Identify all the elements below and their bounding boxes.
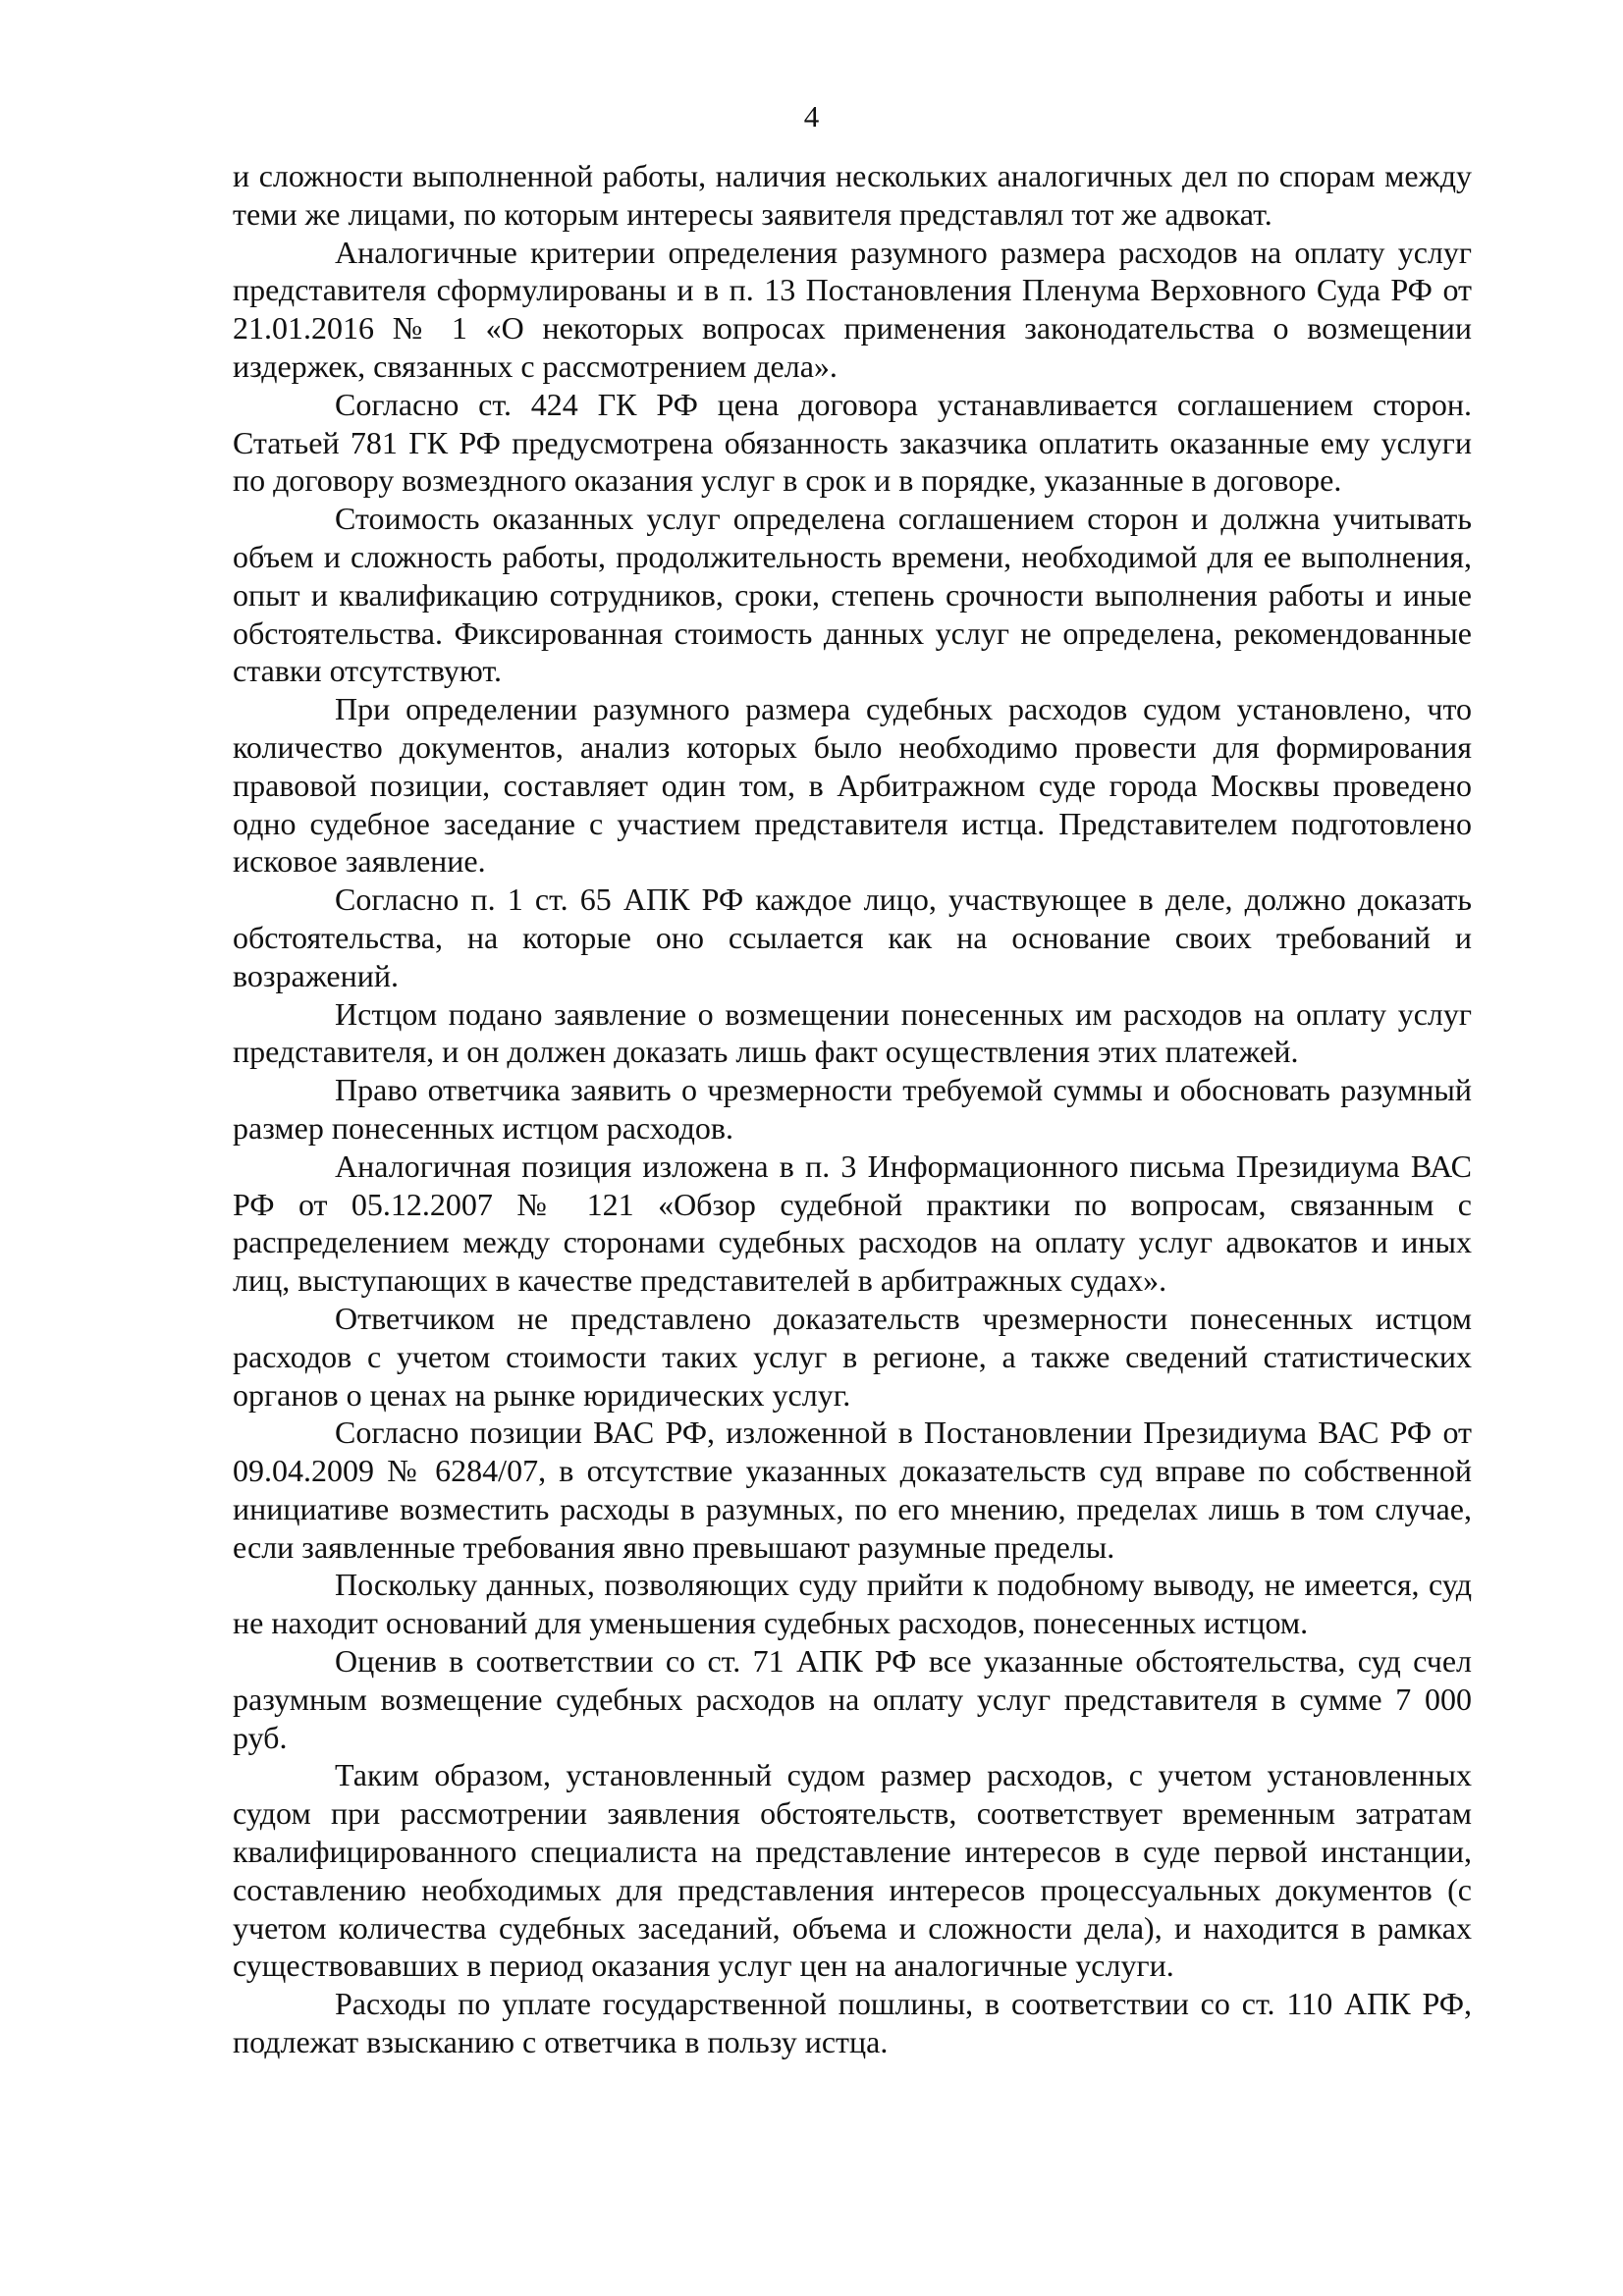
paragraph-claimant-application: Истцом подано заявление о возмещении понесенных им расходов на оплату услуг представителя, и он должен доказать лишь факт осуществления этих платежей. <box>233 995 1472 1070</box>
paragraph-reasonable-amount: Оценив в соответствии со ст. 71 АПК РФ все указанные обстоятельства, суд счел разумным возмещение судебных расходов на оплату услуг представителя в сумме 7 000 руб. <box>233 1643 1472 1755</box>
paragraph-information-letter: Аналогичная позиция изложена в п. 3 Информационного письма Президиума ВАС РФ от 05.12.2007 № 121 «Обзор судебной практики по вопросам, связанным с распределением между сторонами судебных расходов на оплату услуг адвокатов и иных лиц, выступающих в качестве представителей в арбитражных судах». <box>233 1148 1472 1299</box>
paragraph-court-findings: При определении разумного размера судебных расходов судом установлено, что количество документов, анализ которых было необходимо провести для формирования правовой позиции, составляет один том, в Арбитражном суде города Москвы проведено одно судебное заседание с участием представителя истца. Представителем подготовлено исковое заявление. <box>233 691 1472 880</box>
paragraph-state-duty: Расходы по уплате государственной пошлины, в соответствии со ст. 110 АПК РФ, подлежат взысканию с ответчика в пользу истца. <box>233 1986 1472 2060</box>
paragraph-conclusion: Таким образом, установленный судом размер расходов, с учетом установленных судом при рассмотрении заявления обстоятельств, соответствует временным затратам квалифицированного специалиста на представление интересов в суде первой инстанции, составлению необходимых для представления интересов процессуальных документов (с учетом количества судебных заседаний, объема и сложности дела), и находится в рамках существовавших в период оказания услуг цен на аналогичные услуги. <box>233 1757 1472 1984</box>
document-body <box>233 157 1472 2061</box>
paragraph-criteria: Аналогичные критерии определения разумного размера расходов на оплату услуг представителя сформулированы и в п. 13 Постановления Пленума Верховного Суда РФ от 21.01.2016 № 1 «О некоторых вопросах применения законодательства о возмещении издержек, связанных с рассмотрением дела». <box>233 234 1472 384</box>
paragraph-burden-of-proof: Согласно п. 1 ст. 65 АПК РФ каждое лицо, участвующее в деле, должно доказать обстоятельства, на которые оно ссылается как на основание своих требований и возражений. <box>233 881 1472 993</box>
paragraph-contract-price: Согласно ст. 424 ГК РФ цена договора устанавливается соглашением сторон. Статьей 781 ГК РФ предусмотрена обязанность заказчика оплатить оказанные ему услуги по договору возмездного оказания услуг в срок и в порядке, указанные в договоре. <box>233 386 1472 499</box>
paragraph-defendant-right: Право ответчика заявить о чрезмерности требуемой суммы и обосновать разумный размер понесенных истцом расходов. <box>233 1072 1472 1146</box>
paragraph-no-grounds: Поскольку данных, позволяющих суду прийти к подобному выводу, не имеется, суд не находит оснований для уменьшения судебных расходов, понесенных истцом. <box>233 1567 1472 1641</box>
paragraph-service-cost: Стоимость оказанных услуг определена соглашением сторон и должна учитывать объем и сложность работы, продолжительность времени, необходимой для ее выполнения, опыт и квалификацию сотрудников, сроки, степень срочности выполнения работы и иные обстоятельства. Фиксированная стоимость данных услуг не определена, рекомендованные ставки отсутствуют. <box>233 501 1472 689</box>
paragraph-vas-position: Согласно позиции ВАС РФ, изложенной в Постановлении Президиума ВАС РФ от 09.04.2009 № 6284/07, в отсутствие указанных доказательств суд вправе по собственной инициативе возместить расходы в разумных, по его мнению, пределах лишь в том случае, если заявленные требования явно превышают разумные пределы. <box>233 1415 1472 1565</box>
paragraph-no-evidence: Ответчиком не представлено доказательств чрезмерности понесенных истцом расходов с учетом стоимости таких услуг в регионе, а также сведений статистических органов о ценах на рынке юридических услуг. <box>233 1300 1472 1413</box>
page-number: 4 <box>803 99 820 133</box>
paragraph-continuation: и сложности выполненной работы, наличия нескольких аналогичных дел по спорам между теми же лицами, по которым интересы заявителя представлял тот же адвокат. <box>233 158 1472 232</box>
